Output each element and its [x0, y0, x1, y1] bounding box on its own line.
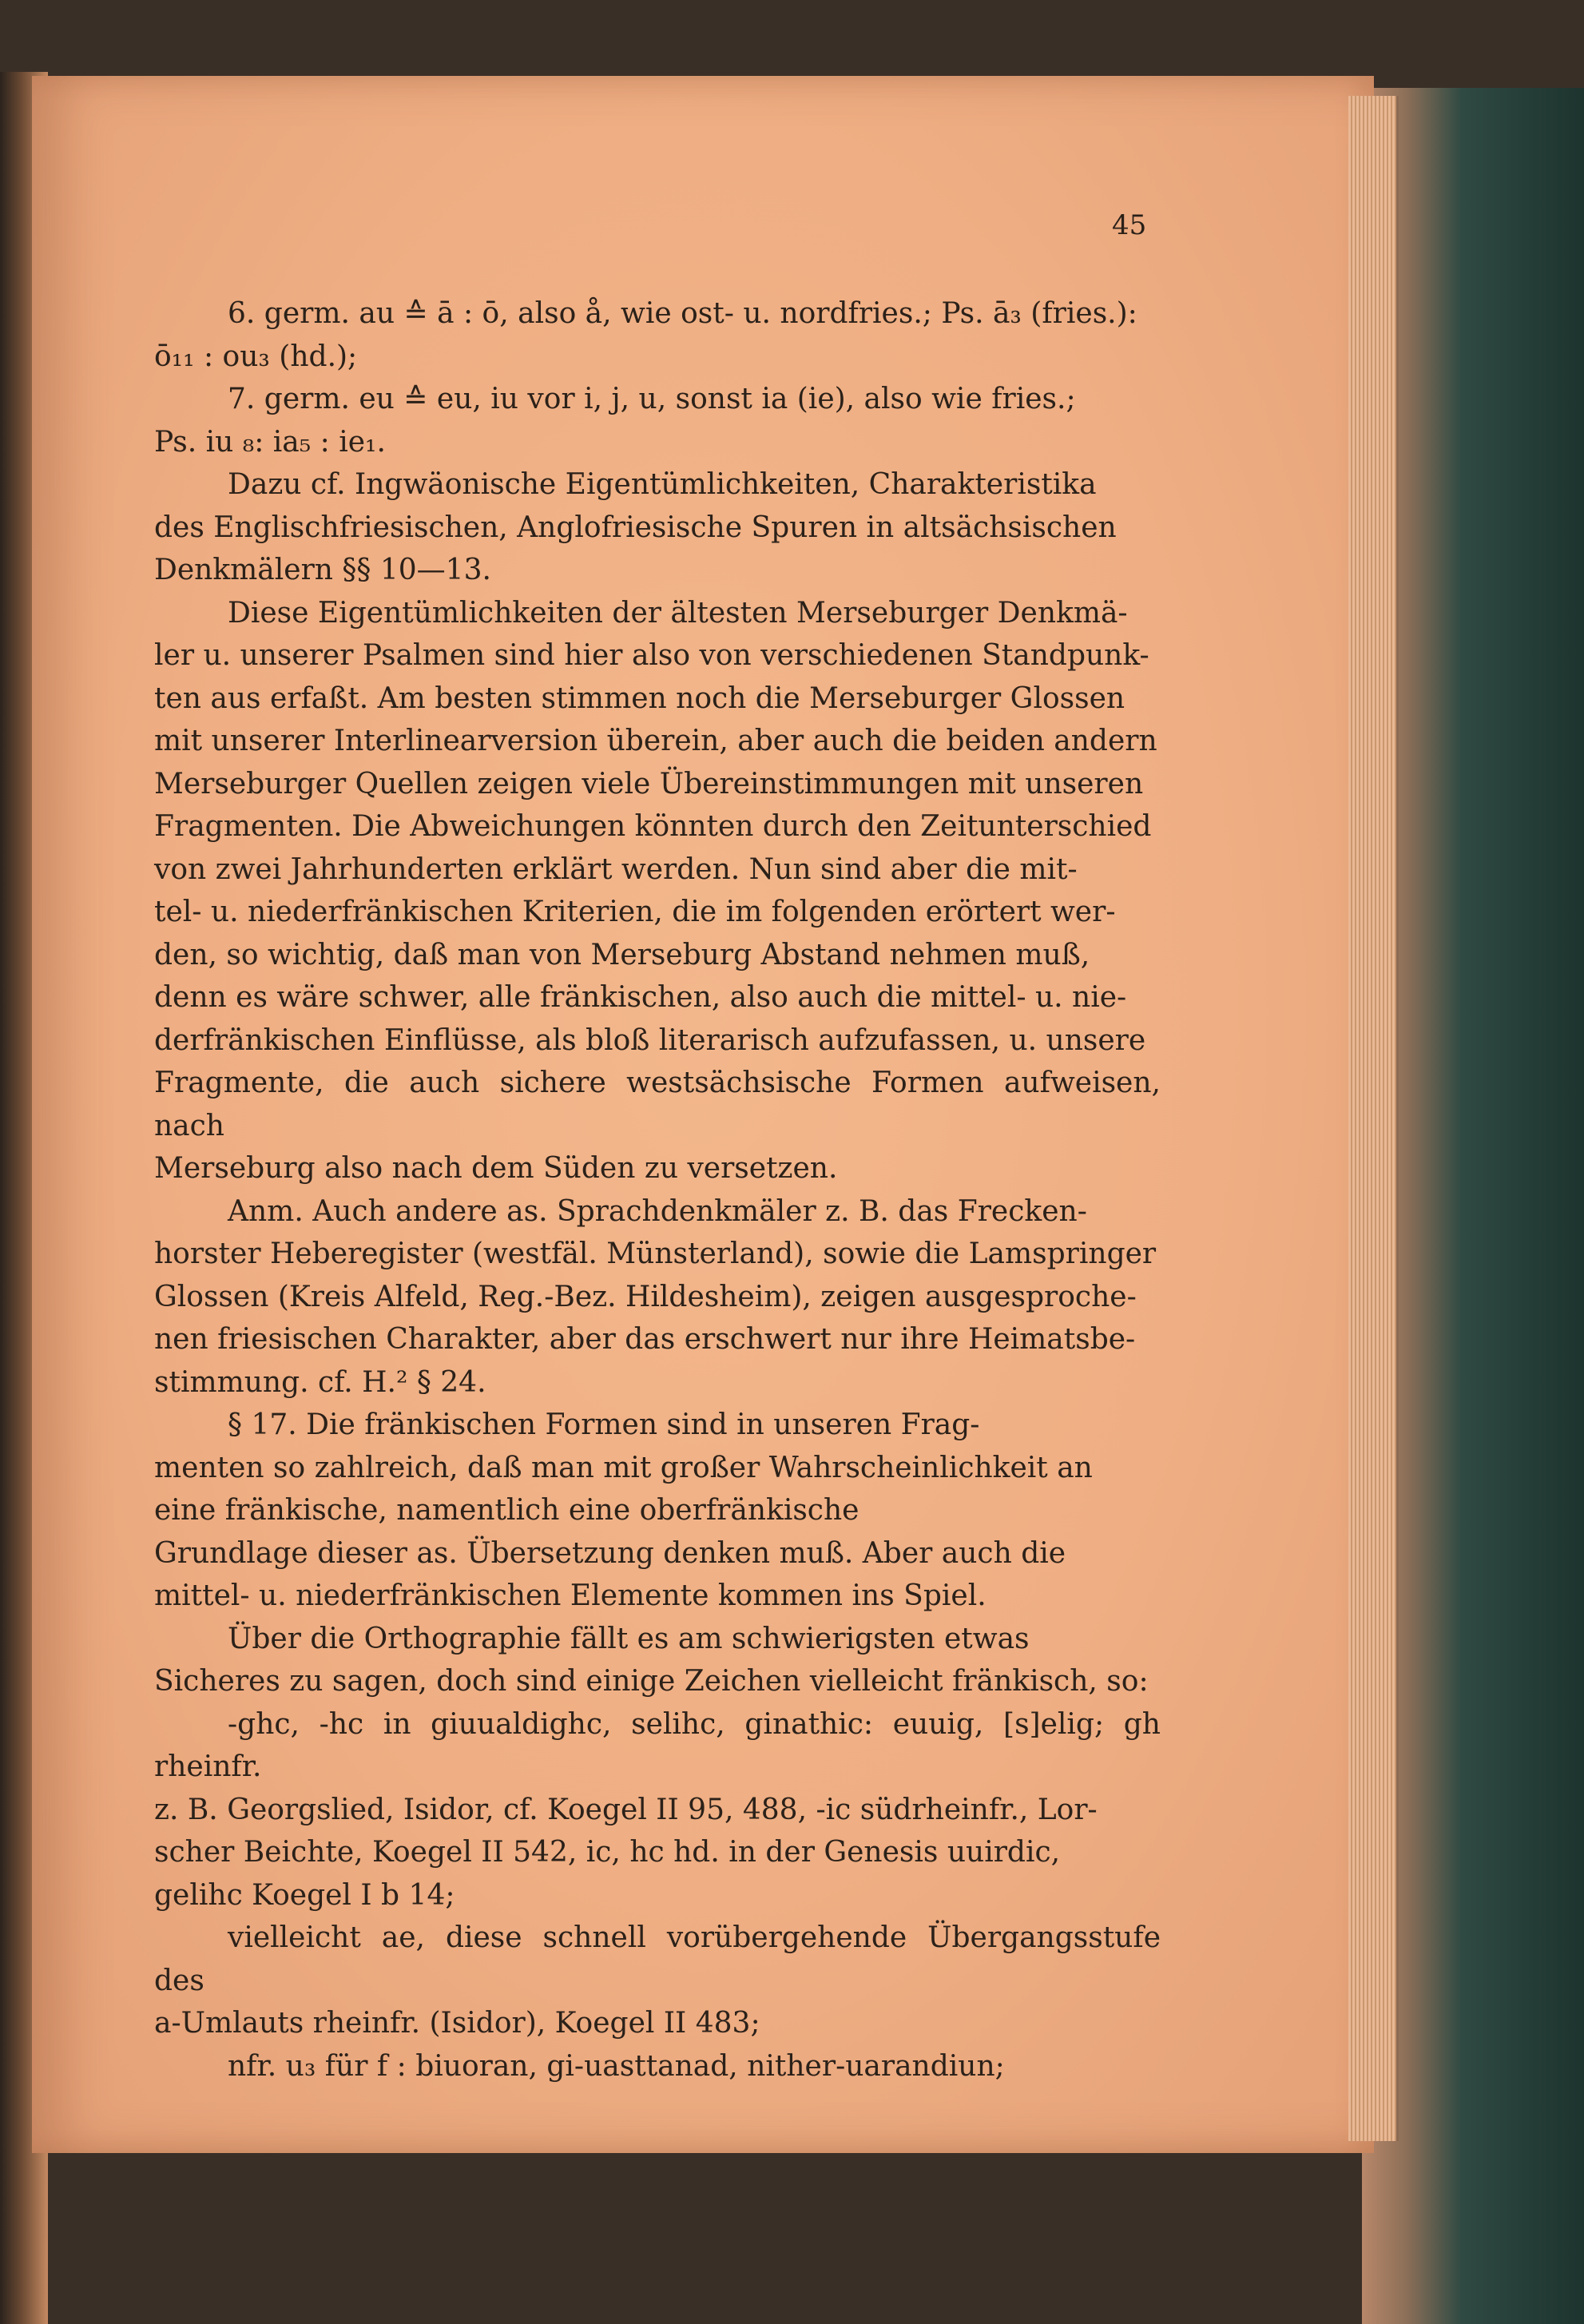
text-line: nen friesischen Charakter, aber das erschwert nur ihre Heimatsbe-	[154, 1323, 1136, 1356]
text-line: Merseburger Quellen zeigen viele Übereinstimmungen mit unseren	[154, 767, 1144, 800]
text-line: tel- u. niederfränkischen Kriterien, die im folgenden erörtert wer-	[154, 896, 1116, 928]
text-line: 7. germ. eu ≙ eu, iu vor i, j, u, sonst ia (ie), also wie fries.;	[228, 383, 1076, 415]
text-line: derfränkischen Einflüsse, als bloß literarisch aufzufassen, u. unsere	[154, 1023, 1146, 1057]
text-line: ten aus erfaßt. Am besten stimmen noch die Merseburger Glossen	[154, 681, 1125, 715]
text-line: 6. germ. au ≙ ā : ō, also å, wie ost- u. nordfries.; Ps. ā₃ (fries.):	[228, 297, 1137, 330]
page-stack-edge	[1348, 96, 1399, 2141]
text-line: Fragmenten. Die Abweichungen könnten durch den Zeitunterschied	[154, 810, 1152, 843]
text-line: nfr. u₃ für f : biuoran, gi-uasttanad, nither-uarandiun;	[228, 2049, 1005, 2083]
text-line: Ps. iu ₈: ia₅ : ie₁.	[154, 425, 386, 459]
text-line: mit unserer Interlinearversion überein, aber auch die beiden andern	[154, 725, 1157, 757]
text-line: von zwei Jahrhunderten erklärt werden. Nun sind aber die mit-	[154, 852, 1078, 886]
text-line: scher Beichte, Koegel II 542, ic, hc hd. in der Genesis uuirdic,	[154, 1836, 1061, 1869]
text-line: § 17. Die fränkischen Formen sind in unseren Frag-	[228, 1408, 980, 1441]
text-line: z. B. Georgslied, Isidor, cf. Koegel II 95, 488, -ic südrheinfr., Lor-	[154, 1793, 1098, 1826]
text-line: Sicheres zu sagen, doch sind einige Zeichen vielleicht fränkisch, so:	[154, 1665, 1149, 1698]
text-line: ō₁₁ : ou₃ (hd.);	[154, 340, 358, 373]
text-line: den, so wichtig, daß man von Merseburg Abstand nehmen muß,	[154, 938, 1090, 971]
text-line: Grundlage dieser as. Übersetzung denken muß. Aber auch die	[154, 1536, 1066, 1570]
text-line: stimmung. cf. H.² § 24.	[154, 1365, 486, 1399]
text-line: vielleicht ae, diese schnell vorübergehende Übergangsstufe des	[154, 1921, 1161, 1997]
text-line: Dazu cf. Ingwäonische Eigentümlichkeiten, Charakteristika	[228, 468, 1097, 501]
text-line: Glossen (Kreis Alfeld, Reg.-Bez. Hildesheim), zeigen ausgesproche-	[154, 1280, 1137, 1313]
text-line: denn es wäre schwer, alle fränkischen, also auch die mittel- u. nie-	[154, 981, 1127, 1014]
text-line: horster Heberegister (westfäl. Münsterland), sowie die Lamspringer	[154, 1237, 1157, 1270]
text-line: -ghc, -hc in giuualdighc, selihc, ginathic: euuig, [s]elig; gh rheinfr.	[154, 1707, 1161, 1783]
page-text	[154, 292, 1161, 2088]
text-line: Anm. Auch andere as. Sprachdenkmäler z. B. das Frecken-	[228, 1194, 1087, 1228]
text-line: menten so zahlreich, daß man mit großer Wahrscheinlichkeit an	[154, 1451, 1093, 1484]
text-line: mittel- u. niederfränkischen Elemente kommen ins Spiel.	[154, 1579, 987, 1612]
text-line: ler u. unserer Psalmen sind hier also von verschiedenen Standpunk-	[154, 639, 1149, 672]
text-line: a-Umlauts rheinfr. (Isidor), Koegel II 483;	[154, 2007, 760, 2040]
page-number: 45	[1112, 209, 1147, 241]
text-line: Merseburg also nach dem Süden zu versetzen.	[154, 1152, 838, 1185]
text-line: eine fränkische, namentlich eine oberfränkische	[154, 1494, 859, 1527]
text-line: Denkmälern §§ 10—13.	[154, 554, 491, 586]
text-line: Fragmente, die auch sichere westsächsische Formen aufweisen, nach	[154, 1067, 1161, 1142]
text-line: Diese Eigentümlichkeiten der ältesten Merseburger Denkmä-	[228, 596, 1128, 630]
text-line: Über die Orthographie fällt es am schwierigsten etwas	[228, 1622, 1030, 1655]
text-line: des Englischfriesischen, Anglofriesische Spuren in altsächsischen	[154, 510, 1117, 544]
text-line: gelihc Koegel I b 14;	[154, 1878, 455, 1912]
